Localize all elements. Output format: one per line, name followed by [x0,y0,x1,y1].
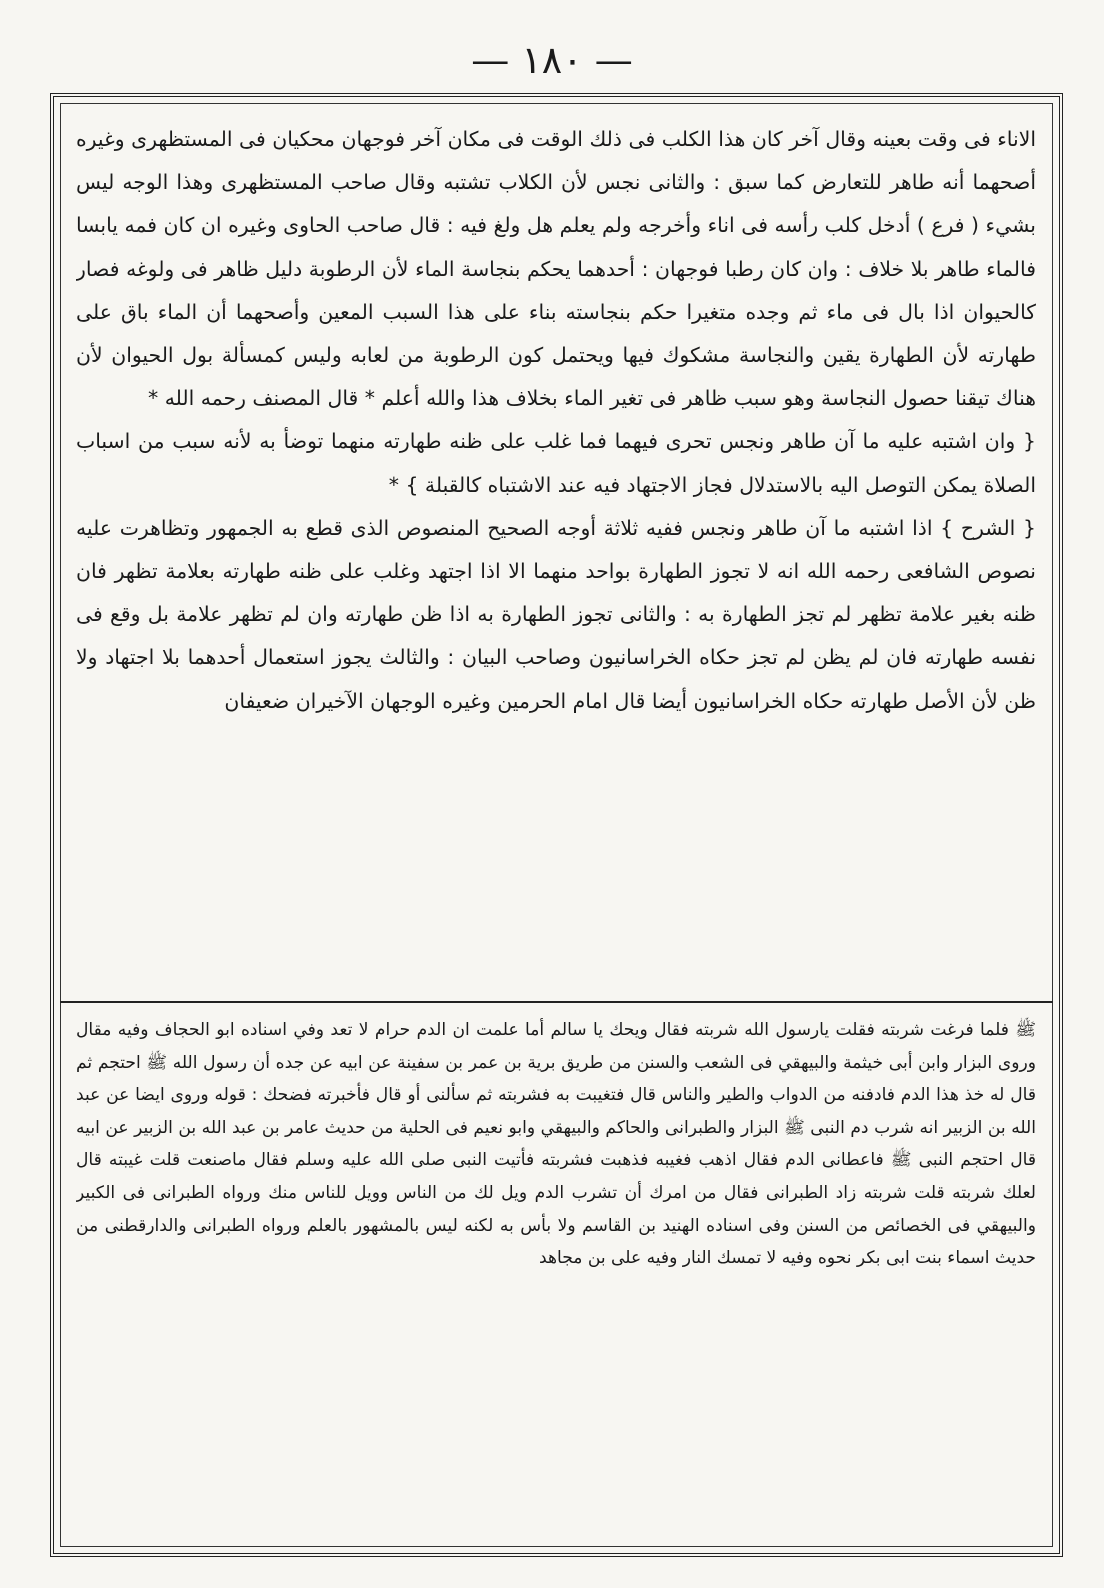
main-paragraph-3: { الشرح } اذا اشتبه ما آن طاهر ونجس ففيه ثلاثة أوجه الصحيح المنصوص الذى قطع به الجمهور وتظاهرت عليه نصوص الشافعى رحمه الله انه لا تجوز الطهارة بواحد منهما الا اذا اجتهد وغلب على ظنه طهارته بعلامة تظهر فان ظنه بغير علامة تظهر لم تجز الطهارة به : والثانى تجوز الطهارة به اذا ظن طهارته وان لم تظهر علامة بل وقع فى نفسه طهارته فان لم يظن لم تجز حكاه الخراسانيون وصاحب البيان : والثالث يجوز استعمال أحدهما بلا اجتهاد ولا ظن لأن الأصل طهارته حكاه الخراسانيون أيضا قال امام الحرمين وغيره الوجهان الآخيران ضعيفان [76,515,1036,713]
main-text [76,118,1036,988]
page-number: — ١٨٠ — [471,38,633,82]
footnote-text [76,1014,1036,1544]
footnote-paragraph: ﷺ فلما فرغت شربته فقلت يارسول الله شربته فقال ويحك يا سالم أما علمت ان الدم حرام لا تعد وفي اسناده ابو الحجاف وفيه مقال وروى البزار وابن أبى خيثمة والبيهقي فى الشعب والسنن من طريق برية بن عمر بن سفينة عن ابيه عن جده أن رسول الله ﷺ احتجم ثم قال له خذ هذا الدم فادفنه من الدواب والطير والناس قال فتغيبت به فشربته ثم سألنى أو قال فأخبرته فضحك : قوله وروى ايضا عن عبد الله بن الزبير انه شرب دم النبى ﷺ البزار والطبرانى والحاكم والبيهقي وابو نعيم فى الحلية من حديث عامر بن عبد الله بن الزبير عن ابيه قال احتجم النبى ﷺ فاعطانى الدم فقال اذهب فغيبه فذهبت فشربته فأتيت النبى صلى الله عليه وسلم فقال ماصنعت قلت غيبته قال لعلك شربته قلت شربته زاد الطبرانى فقال من امرك أن تشرب الدم ويل لك من الناس وويل للناس منك ورواه الطبرانى فى الكبير والبيهقي فى الخصائص من السنن وفى اسناده الهنيد بن القاسم ولا بأس به لكنه ليس بالمشهور بالعلم ورواه الطبرانى والدارقطنى من حديث اسماء بنت ابى بكر نحوه وفيه لا تمسك النار وفيه على بن مجاهد [76,1020,1036,1269]
footnote-divider [60,1001,1053,1003]
main-paragraph-1: الاناء فى وقت بعينه وقال آخر كان هذا الكلب فى ذلك الوقت فى مكان آخر فوجهان محكيان فى المستظهرى وغيره أصحهما أنه طاهر للتعارض كما سبق : والثانى نجس لأن الكلاب تشتبه وقال صاحب المستظهرى وهذا الوجه ليس بشيء ( فرع ) أدخل كلب رأسه فى اناء وأخرجه ولم يعلم هل ولغ فيه : قال صاحب الحاوى وغيره ان كان فمه يابسا فالماء طاهر بلا خلاف : وان كان رطبا فوجهان : أحدهما يحكم بنجاسة الماء لأن الرطوبة دليل ظاهر فى ولوغه فصار كالحيوان اذا بال فى ماء ثم وجده متغيرا حكم بنجاسته بناء على هذا السبب المعين وأصحهما أن الماء باق على طهارته لأن الطهارة يقين والنجاسة مشكوك فيها ويحتمل كون الرطوبة من لعابه وليس كمسألة بول الحيوان لأن هناك تيقنا حصول النجاسة وهو سبب ظاهر فى تغير الماء بخلاف هذا والله أعلم * قال المصنف رحمه الله * [76,127,1036,411]
main-paragraph-2: { وان اشتبه عليه ما آن طاهر ونجس تحرى فيهما فما غلب على ظنه طهارته منهما توضأ به لأنه سبب من اسباب الصلاة يمكن التوصل اليه بالاستدلال فجاز الاجتهاد فيه عند الاشتباه كالقبلة } * [76,429,1036,497]
